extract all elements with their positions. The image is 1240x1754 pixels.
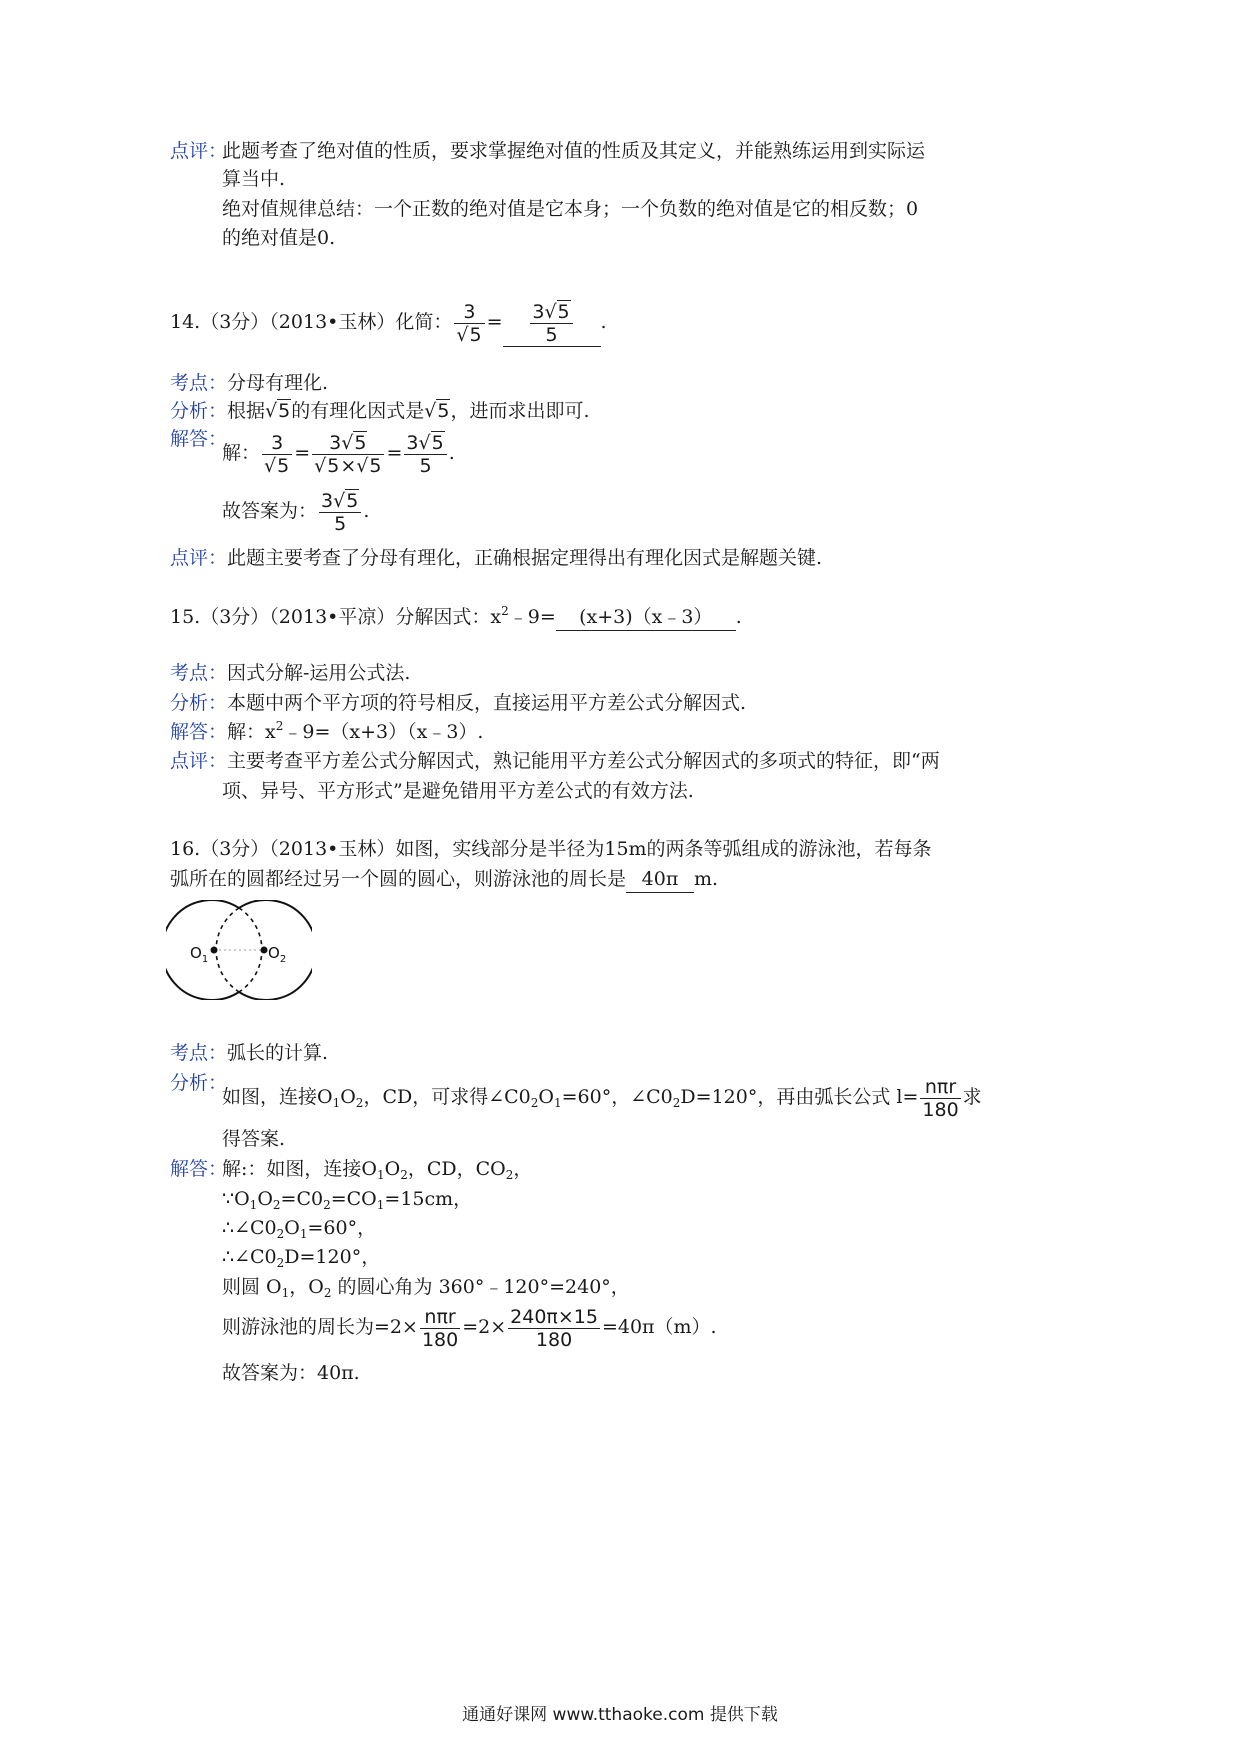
q14-fraction: $\frac{3}{√5}$ [454, 301, 484, 346]
q16-fenxi-l2: 得答案. [222, 1128, 286, 1150]
q15-answer: (x+3)（x﹣3） [556, 604, 736, 631]
q16-jieda-l3: $\therefore\angle C0_2O_1=60^\circ$， [222, 1217, 377, 1241]
q16-fenxi: 如图，连接$O_1O_2$，CD，可求得$\angle C0_2O_1=60^\circ$，$\angle C0_2D=120^\circ$，再由弧长公式 l= $\frac{\text{nπr}}{180}$ 求 [222, 1075, 982, 1121]
q14-gudaan: 故答案为： $\frac{3√5}{5}$ . [222, 489, 370, 535]
review-text-13-l3: 绝对值规律总结：一个正数的绝对值是它本身；一个负数的绝对值是它的相反数；0 [222, 198, 919, 220]
q14-fenxi: 分析：根据√5的有理化因式是√5，进而求出即可. [170, 400, 590, 422]
q16-jieda-l7: 故答案为：40π. [222, 1362, 360, 1384]
q15-fenxi: 分析：本题中两个平方项的符号相反，直接运用平方差公式分解因式. [170, 692, 747, 714]
q16-answer: 40π [626, 866, 694, 893]
page-footer: 通通好课网 www.tthaoke.com 提供下载 [462, 1705, 778, 1725]
label-o1: $O_1$ [190, 944, 209, 965]
q16-jieda-label: 解答： [170, 1158, 228, 1180]
q14-kaodian: 考点：分母有理化. [170, 372, 329, 394]
question-15: 15.（3分）（2013•平凉）分解因式：$x^2﹣9=$ (x+3)（x﹣3） . [170, 604, 742, 630]
q15-dianping: 点评：主要考查平方差公式分解因式，熟记能用平方差公式分解因式的多项式的特征，即“两 [170, 750, 940, 772]
q15-kaodian: 考点：因式分解-运用公式法. [170, 662, 411, 684]
q14-jieda: 解： $\frac{3}{√5}$ = $\frac{3√5}{√5\times√5}$ = $\frac{3√5}{5}$ . [222, 431, 455, 477]
q16-kaodian: 考点：弧长的计算. [170, 1042, 329, 1064]
review-label-13: 点评： [170, 140, 228, 162]
q14-answer: $\frac{3√5}{5}$ [503, 300, 601, 347]
center-o2-dot [261, 947, 268, 954]
q15-dianping-l2: 项、异号、平方形式”是避免错用平方差公式的有效方法. [222, 780, 694, 802]
q16-jieda-l1: 解:：如图，连接$O_1O_2$，CD，$CO_2$， [222, 1158, 533, 1182]
question-16-l1: 16.（3分）（2013•玉林）如图，实线部分是半径为15m的两条等弧组成的游泳池，若每条 [170, 838, 932, 860]
review-text-13-l4: 的绝对值是0. [222, 227, 336, 249]
q15-jieda: 解答：解：$x^2﹣9=(x+3)(x﹣3)$. [170, 719, 484, 743]
q16-jieda-l6: 则游泳池的周长为=2× $\frac{\text{nπr}}{180}$ =2× $\frac{240\pi\times 15}{180}$ =40π（m）. [222, 1305, 717, 1351]
q16-fenxi-label: 分析： [170, 1072, 228, 1094]
q16-jieda-l2: $\because O_1O_2=C0_2=CO_1=15cm$， [222, 1188, 473, 1212]
center-o1-dot [211, 947, 218, 954]
review-text-13-l1: 此题考查了绝对值的性质，要求掌握绝对值的性质及其定义，并能熟练运用到实际运 [222, 140, 926, 162]
q14-jieda-label: 解答： [170, 428, 228, 450]
q14-dianping: 点评：此题主要考查了分母有理化，正确根据定理得出有理化因式是解题关键. [170, 547, 823, 569]
question-14: 14.（3分）（2013•玉林）化简： $\frac{3}{√5}$ = $\frac{3√5}{5}$ . [170, 300, 607, 346]
q16-jieda-l5: 则圆 $O_1$，$O_2$ 的圆心角为 360°﹣120°=240°， [222, 1276, 630, 1300]
q16-jieda-l4: $\therefore\angle C0_2D=120^\circ$， [222, 1246, 381, 1270]
question-16-l2: 弧所在的圆都经过另一个圆的圆心，则游泳池的周长是 40π m. [170, 866, 718, 892]
review-text-13-l2: 算当中. [222, 168, 286, 190]
label-o2: $O_2$ [268, 944, 287, 965]
two-circles-figure [166, 900, 312, 1000]
